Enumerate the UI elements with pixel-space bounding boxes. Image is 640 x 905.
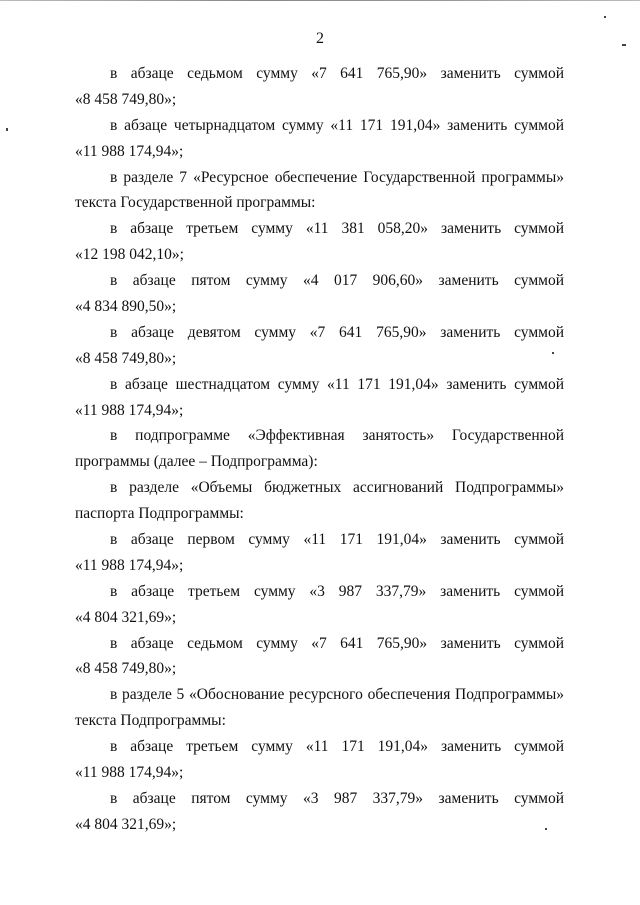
paragraph-first-line: в абзаце третьем сумму «11 381 058,20» заменить суммой	[110, 220, 564, 238]
paragraph	[75, 786, 564, 838]
paragraph	[75, 268, 564, 320]
paragraph	[75, 61, 564, 113]
paragraph-first-line: в абзаце шестнадцатом сумму «11 171 191,04» заменить суммой	[110, 375, 564, 393]
paragraph-continuation-line: текста Подпрограммы:	[75, 712, 226, 730]
scan-speck	[545, 828, 547, 830]
paragraph-first-line: в разделе «Объемы бюджетных ассигнований Подпрограммы»	[110, 479, 564, 497]
paragraph	[75, 475, 564, 527]
paragraph	[75, 682, 564, 734]
paragraph-continuation-line: программы (далее – Подпрограмма):	[75, 453, 318, 471]
paragraph	[75, 631, 564, 683]
paragraph-continuation-line: «8 458 749,80»;	[75, 349, 177, 367]
paragraph-continuation-line: «11 988 174,94»;	[75, 764, 184, 782]
paragraph-continuation-line: «12 198 042,10»;	[75, 246, 184, 264]
paragraph-first-line: в разделе 7 «Ресурсное обеспечение Государственной программы»	[110, 168, 564, 186]
document-body	[75, 61, 564, 838]
paragraph-first-line: в абзаце пятом сумму «4 017 906,60» заменить суммой	[110, 272, 564, 290]
paragraph-first-line: в абзаце третьем сумму «11 171 191,04» заменить суммой	[110, 738, 564, 756]
scan-edge-line	[0, 0, 640, 1]
paragraph-first-line: в абзаце седьмом сумму «7 641 765,90» заменить суммой	[110, 634, 564, 652]
paragraph-first-line: в абзаце девятом сумму «7 641 765,90» заменить суммой	[110, 323, 564, 341]
page-number: 2	[316, 30, 324, 47]
scan-speck	[622, 44, 626, 46]
paragraph	[75, 165, 564, 217]
paragraph-first-line: в разделе 5 «Обоснование ресурсного обеспечения Подпрограммы»	[110, 686, 564, 704]
paragraph-continuation-line: «11 988 174,94»;	[75, 142, 184, 160]
paragraph	[75, 113, 564, 165]
paragraph-first-line: в подпрограмме «Эффективная занятость» Государственной	[110, 427, 564, 445]
paragraph-first-line: в абзаце седьмом сумму «7 641 765,90» заменить суммой	[110, 65, 564, 82]
paragraph-continuation-line: текста Государственной программы:	[75, 194, 316, 212]
paragraph	[75, 579, 564, 631]
paragraph-continuation-line: «11 988 174,94»;	[75, 556, 184, 574]
scan-speck	[552, 352, 554, 354]
scan-speck	[6, 128, 8, 131]
paragraph-continuation-line: «4 804 321,69»;	[75, 608, 177, 626]
paragraph-continuation-line: «4 834 890,50»;	[75, 298, 177, 316]
paragraph-first-line: в абзаце четырнадцатом сумму «11 171 191,04» заменить суммой	[110, 116, 564, 134]
paragraph-first-line: в абзаце третьем сумму «3 987 337,79» заменить суммой	[110, 582, 564, 600]
paragraph-continuation-line: «8 458 749,80»;	[75, 90, 177, 108]
paragraph-first-line: в абзаце пятом сумму «3 987 337,79» заменить суммой	[110, 789, 564, 807]
paragraph	[75, 320, 564, 372]
paragraph-continuation-line: «11 988 174,94»;	[75, 401, 184, 419]
paragraph-first-line: в абзаце первом сумму «11 171 191,04» заменить суммой	[110, 531, 564, 549]
paragraph	[75, 527, 564, 579]
scan-speck	[604, 16, 606, 18]
paragraph-continuation-line: «8 458 749,80»;	[75, 660, 177, 678]
paragraph	[75, 423, 564, 475]
paragraph	[75, 216, 564, 268]
paragraph	[75, 372, 564, 424]
paragraph-continuation-line: паспорта Подпрограммы:	[75, 505, 244, 523]
paragraph-continuation-line: «4 804 321,69»;	[75, 815, 177, 833]
paragraph	[75, 734, 564, 786]
